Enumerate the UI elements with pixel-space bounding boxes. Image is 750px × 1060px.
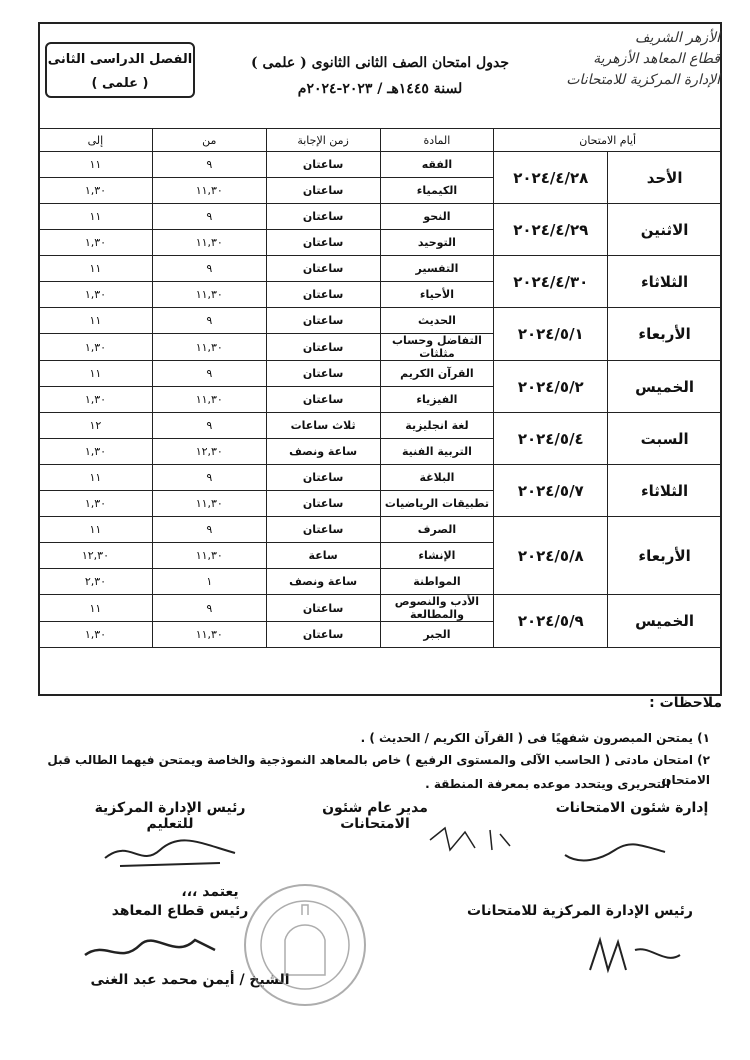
from-cell: ١١,٣٠ — [152, 282, 266, 308]
duration-cell: ساعة ونصف — [266, 439, 380, 465]
from-cell: ١١,٣٠ — [152, 230, 266, 256]
table-row — [39, 465, 722, 491]
sig-exams-admin: إدارة شئون الامتحانات — [555, 800, 709, 816]
subject-cell: الأحياء — [380, 282, 494, 308]
subject-cell: الأدب والنصوص والمطالعة — [380, 595, 494, 622]
day-cell: الخميس — [608, 361, 722, 413]
date-cell: ٢٠٢٤/٥/٢ — [494, 361, 608, 413]
signature-scribble-1 — [100, 828, 240, 878]
header-duration: زمن الإجابة — [266, 129, 380, 152]
from-cell: ٩ — [152, 413, 266, 439]
subject-cell: الحديث — [380, 308, 494, 334]
to-cell: ١,٣٠ — [39, 387, 153, 413]
signature-scribble-5 — [580, 930, 690, 980]
org-line-3: الإدارة المركزية للامتحانات — [566, 72, 720, 88]
date-cell: ٢٠٢٤/٥/١ — [494, 308, 608, 361]
to-cell: ١,٣٠ — [39, 491, 153, 517]
from-cell: ١١,٣٠ — [152, 334, 266, 361]
from-cell: ٩ — [152, 361, 266, 387]
subject-cell: التربية الفنية — [380, 439, 494, 465]
semester-line-1: الفصل الدراسى الثانى — [47, 52, 193, 67]
duration-cell: ساعتان — [266, 308, 380, 334]
from-cell: ٩ — [152, 517, 266, 543]
subject-cell: الكيمياء — [380, 178, 494, 204]
subject-cell: الفيزياء — [380, 387, 494, 413]
to-cell: ١١ — [39, 517, 153, 543]
day-cell: الثلاثاء — [608, 256, 722, 308]
duration-cell: ساعتان — [266, 491, 380, 517]
duration-cell: ساعتان — [266, 152, 380, 178]
duration-cell: ثلاث ساعات — [266, 413, 380, 439]
to-cell: ١,٣٠ — [39, 622, 153, 648]
duration-cell: ساعتان — [266, 595, 380, 622]
duration-cell: ساعتان — [266, 361, 380, 387]
from-cell: ١٢,٣٠ — [152, 439, 266, 465]
day-cell: السبت — [608, 413, 722, 465]
from-cell: ١١,٣٠ — [152, 622, 266, 648]
to-cell: ١,٣٠ — [39, 178, 153, 204]
table-row — [39, 256, 722, 282]
title-line-1: جدول امتحان الصف الثانى الثانوى ( علمى ) — [251, 55, 509, 71]
date-cell: ٢٠٢٤/٥/٩ — [494, 595, 608, 648]
subject-cell: الجبر — [380, 622, 494, 648]
subject-cell: الفقه — [380, 152, 494, 178]
sig-exams-central-head: رئيس الإدارة المركزية للامتحانات — [467, 903, 693, 919]
to-cell: ١١ — [39, 361, 153, 387]
duration-cell: ساعتان — [266, 465, 380, 491]
sig-approved: يعتمد ،،، — [181, 884, 239, 900]
subject-cell: النحو — [380, 204, 494, 230]
table-row — [39, 517, 722, 543]
semester-line-2: ( علمى ) — [91, 76, 149, 91]
from-cell: ١ — [152, 569, 266, 595]
duration-cell: ساعتان — [266, 230, 380, 256]
duration-cell: ساعة ونصف — [266, 569, 380, 595]
duration-cell: ساعتان — [266, 204, 380, 230]
to-cell: ١,٣٠ — [39, 439, 153, 465]
from-cell: ١١,٣٠ — [152, 178, 266, 204]
from-cell: ٩ — [152, 256, 266, 282]
to-cell: ٢,٣٠ — [39, 569, 153, 595]
to-cell: ١١ — [39, 465, 153, 491]
to-cell: ١,٣٠ — [39, 282, 153, 308]
to-cell: ١٢ — [39, 413, 153, 439]
note-3: التحريرى ويتحدد موعده بمعرفة المنطقة . — [425, 777, 670, 791]
org-line-2: قطاع المعاهد الأزهرية — [593, 51, 720, 67]
header-day: أيام الامتحان — [494, 129, 722, 152]
header-from: من — [152, 129, 266, 152]
from-cell: ٩ — [152, 595, 266, 622]
subject-cell: التوحيد — [380, 230, 494, 256]
subject-cell: المواطنة — [380, 569, 494, 595]
subject-cell: لغة انجليزية — [380, 413, 494, 439]
from-cell: ١١,٣٠ — [152, 543, 266, 569]
signature-scribble-2 — [420, 820, 520, 860]
subject-cell: الصرف — [380, 517, 494, 543]
duration-cell: ساعتان — [266, 178, 380, 204]
duration-cell: ساعة — [266, 543, 380, 569]
from-cell: ٩ — [152, 204, 266, 230]
table-row — [39, 361, 722, 387]
sig-sector-head: رئيس قطاع المعاهد — [111, 903, 249, 919]
subject-cell: البلاغة — [380, 465, 494, 491]
sig-education-head: رئيس الإدارة المركزية للتعليم — [94, 800, 246, 832]
to-cell: ١١ — [39, 256, 153, 282]
sig-exams-director: مدير عام شئون الامتحانات — [322, 800, 428, 832]
from-cell: ٩ — [152, 152, 266, 178]
signature-scribble-3 — [560, 830, 670, 870]
table-row — [39, 152, 722, 178]
note-2: ٢) امتحان مادتى ( الحاسب الآلى والمستوى الرفيع ) خاص بالمعاهد النموذجية والخاصة ويمتحن فيهما الطالب قبل الامتحان — [47, 753, 710, 787]
from-cell: ١١,٣٠ — [152, 491, 266, 517]
to-cell: ١١ — [39, 204, 153, 230]
date-cell: ٢٠٢٤/٥/٧ — [494, 465, 608, 517]
duration-cell: ساعتان — [266, 334, 380, 361]
title-line-2: لسنة ١٤٤٥هـ / ٢٠٢٣-٢٠٢٤م — [297, 81, 463, 97]
date-cell: ٢٠٢٤/٤/٢٨ — [494, 152, 608, 204]
from-cell: ١١,٣٠ — [152, 387, 266, 413]
date-cell: ٢٠٢٤/٥/٤ — [494, 413, 608, 465]
header-organization — [530, 28, 720, 91]
to-cell: ١١ — [39, 152, 153, 178]
table-row — [39, 595, 722, 622]
to-cell: ١,٣٠ — [39, 230, 153, 256]
signature-scribble-4 — [80, 920, 220, 970]
to-cell: ١٢,٣٠ — [39, 543, 153, 569]
day-cell: الأحد — [608, 152, 722, 204]
duration-cell: ساعتان — [266, 256, 380, 282]
date-cell: ٢٠٢٤/٤/٣٠ — [494, 256, 608, 308]
to-cell: ١١ — [39, 308, 153, 334]
from-cell: ٩ — [152, 465, 266, 491]
duration-cell: ساعتان — [266, 387, 380, 413]
day-cell: الثلاثاء — [608, 465, 722, 517]
org-line-1: الأزهر الشريف — [635, 30, 720, 46]
subject-cell: الإنشاء — [380, 543, 494, 569]
subject-cell: تطبيقات الرياضيات — [380, 491, 494, 517]
to-cell: ١١ — [39, 595, 153, 622]
day-cell: الاثنين — [608, 204, 722, 256]
duration-cell: ساعتان — [266, 622, 380, 648]
to-cell: ١,٣٠ — [39, 334, 153, 361]
note-1: ١) يمتحن المبصرون شفهيًا فى ( القرآن الكريم / الحديث ) . — [360, 731, 710, 745]
day-cell: الخميس — [608, 595, 722, 648]
subject-cell: القرآن الكريم — [380, 361, 494, 387]
date-cell: ٢٠٢٤/٤/٢٩ — [494, 204, 608, 256]
table-body — [39, 152, 722, 648]
semester-box — [45, 42, 195, 98]
subject-cell: التفاضل وحساب مثلثات — [380, 334, 494, 361]
duration-cell: ساعتان — [266, 282, 380, 308]
day-cell: الأربعاء — [608, 517, 722, 595]
date-cell: ٢٠٢٤/٥/٨ — [494, 517, 608, 595]
from-cell: ٩ — [152, 308, 266, 334]
official-seal-icon — [240, 880, 370, 1010]
table-header-row — [39, 129, 722, 152]
table-row — [39, 204, 722, 230]
day-cell: الأربعاء — [608, 308, 722, 361]
document-title — [230, 50, 530, 102]
notes-title: ملاحظات : — [649, 695, 722, 711]
header-to: إلى — [39, 129, 153, 152]
sig-sheikh-name: الشيخ / أيمن محمد عبد الغنى — [90, 972, 290, 988]
table-row — [39, 308, 722, 334]
table-row — [39, 413, 722, 439]
subject-cell: التفسير — [380, 256, 494, 282]
header-subject: المادة — [380, 129, 494, 152]
duration-cell: ساعتان — [266, 517, 380, 543]
exam-schedule-table — [38, 128, 722, 648]
